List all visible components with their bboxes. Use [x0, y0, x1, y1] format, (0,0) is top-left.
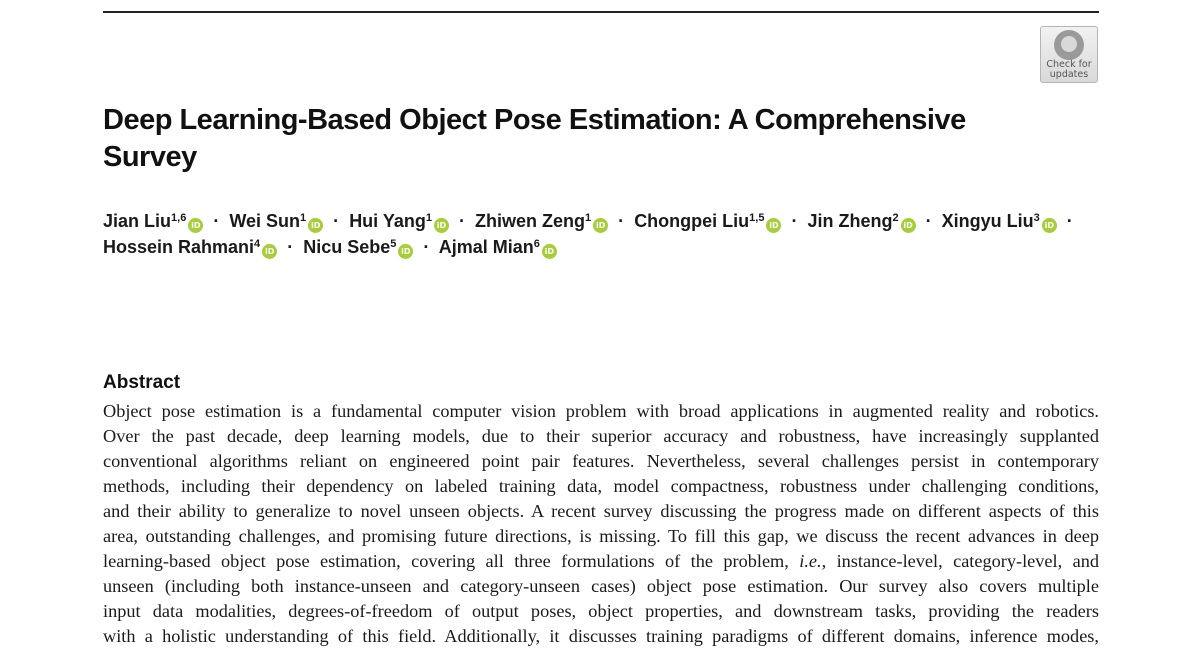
check-for-updates-label: Check for updates	[1046, 59, 1092, 80]
abstract-line: with a holistic understanding of this field. Additionally, it discusses training paradigms of different domains, inference modes,	[103, 626, 1099, 646]
author-name	[103, 211, 203, 231]
crossmark-inner	[1061, 36, 1077, 52]
author-separator: ·	[459, 211, 466, 231]
author-name	[634, 211, 781, 231]
abstract-line: and their ability to generalize to novel unseen objects. A recent survey discussing the progress made on different aspects of this	[103, 501, 1099, 521]
author-affiliation: 1	[425, 212, 432, 224]
orcid-icon[interactable]: iD	[398, 244, 413, 259]
abstract-line: Over the past decade, deep learning models, due to their superior accuracy and robustness, have increasingly supplanted	[103, 426, 1099, 446]
author-separator: ·	[213, 211, 220, 231]
author-name-text: Jin Zheng	[807, 211, 893, 231]
orcid-icon[interactable]: iD	[308, 218, 323, 233]
author-name	[942, 211, 1057, 231]
author-affiliation: 1	[300, 212, 307, 224]
author-name-text: Chongpei Liu	[634, 211, 750, 231]
author-name-text: Hui Yang	[349, 211, 426, 231]
author-separator: ·	[287, 237, 294, 257]
author-affiliation: 1,6	[171, 212, 187, 224]
author-affiliation: 1	[585, 212, 592, 224]
author-name	[303, 237, 413, 257]
author-separator: ·	[791, 211, 798, 231]
abstract-line: learning-based object pose estimation, covering all three formulations of the problem, i.e., instance-level, category-level, and	[103, 551, 1099, 571]
orcid-icon[interactable]: iD	[1042, 218, 1057, 233]
orcid-icon[interactable]: iD	[262, 244, 277, 259]
orcid-icon[interactable]: iD	[593, 218, 608, 233]
author-name-text: Wei Sun	[229, 211, 301, 231]
orcid-icon[interactable]: iD	[766, 218, 781, 233]
author-name	[349, 211, 449, 231]
orcid-icon[interactable]: iD	[901, 218, 916, 233]
orcid-icon[interactable]: iD	[188, 218, 203, 233]
author-affiliation: 5	[390, 238, 397, 250]
orcid-icon[interactable]: iD	[542, 244, 557, 259]
abstract-line: input data modalities, degrees-of-freedom of output poses, object properties, and downstream tasks, providing the readers	[103, 601, 1099, 621]
abstract-text	[103, 399, 1099, 649]
crossmark-icon	[1054, 30, 1084, 60]
abstract-line: area, outstanding challenges, and promising future directions, is missing. To fill this gap, we discuss the recent advances in deep	[103, 526, 1099, 546]
author-affiliation: 2	[892, 212, 899, 224]
author-name-text: Jian Liu	[103, 211, 172, 231]
top-rule	[103, 11, 1099, 13]
author-affiliation: 3	[1033, 212, 1040, 224]
author-affiliation: 1,5	[749, 212, 765, 224]
abstract-italic-ie: i.e.	[799, 551, 822, 571]
abstract-heading: Abstract	[103, 372, 181, 393]
author-name-text: Zhiwen Zeng	[475, 211, 586, 231]
author-name-text: Nicu Sebe	[303, 237, 391, 257]
author-name-text: Hossein Rahmani	[103, 237, 255, 257]
abstract-line: Object pose estimation is a fundamental computer vision problem with broad applications in augmented reality and robotics.	[103, 401, 1099, 421]
abstract-line: unseen (including both instance-unseen and category-unseen cases) object pose estimation. Our survey also covers multiple	[103, 576, 1099, 596]
author-separator: ·	[423, 237, 430, 257]
author-name-text: Xingyu Liu	[941, 211, 1034, 231]
author-name	[439, 237, 557, 257]
author-affiliation: 4	[254, 238, 261, 250]
abstract-line: conventional algorithms reliant on engineered point pair features. Nevertheless, several challenges persist in contemporary	[103, 451, 1099, 471]
author-list	[103, 208, 1093, 260]
orcid-icon[interactable]: iD	[434, 218, 449, 233]
author-separator: ·	[1066, 211, 1073, 231]
author-name-text: Ajmal Mian	[438, 237, 534, 257]
author-affiliation: 6	[533, 238, 540, 250]
author-separator: ·	[618, 211, 625, 231]
author-name	[229, 211, 323, 231]
author-name	[475, 211, 608, 231]
author-name	[103, 237, 277, 257]
author-name	[808, 211, 916, 231]
author-separator: ·	[333, 211, 340, 231]
check-for-updates-badge[interactable]	[1040, 26, 1098, 83]
author-separator: ·	[925, 211, 932, 231]
paper-title: Deep Learning-Based Object Pose Estimation: A Comprehensive Survey	[103, 104, 966, 173]
abstract-line: methods, including their dependency on labeled training data, model compactness, robustness under challenging conditions,	[103, 476, 1099, 496]
